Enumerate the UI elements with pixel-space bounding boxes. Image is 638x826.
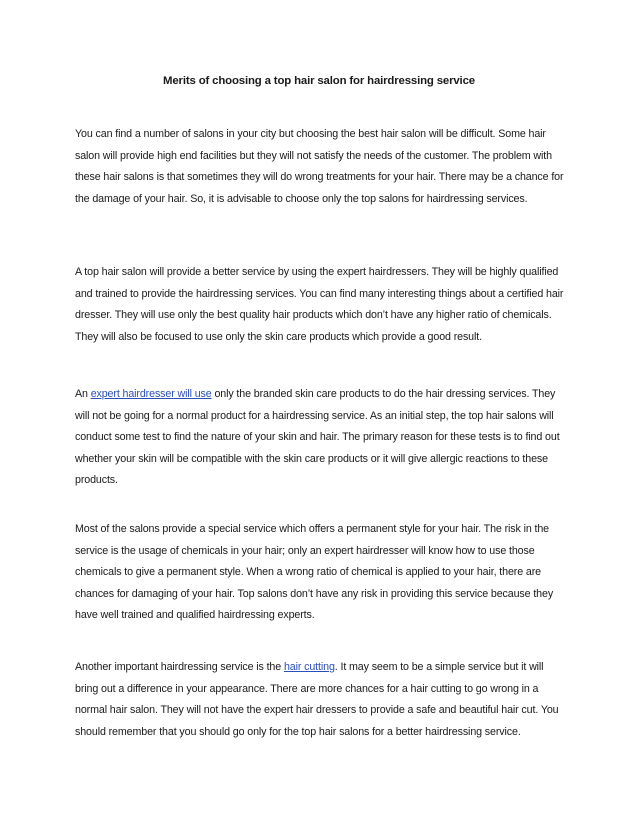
expert-hairdresser-link[interactable]: expert hairdresser will use (90, 388, 212, 400)
paragraph-text: Another important hairdressing service is the (75, 661, 284, 673)
paragraph-text: only the branded skin care products to do the hair dressing services. They will not be going for a normal product for a hairdressing service. As an initial step, the top hair salons will conduct some test to find the nature of your skin and hair. The primary reason for these tests is to find out whether your skin will be compatible with the skin care products or it will give allergic reactions to these products. (75, 388, 560, 487)
paragraph-text: An (75, 388, 91, 400)
document-title: Merits of choosing a top hair salon for hairdressing service (163, 75, 475, 87)
paragraph-skin-care (75, 384, 569, 492)
paragraph-text: . It may seem to be a simple service but it will bring out a difference in your appearance. There are more chances for a hair cutting to go wrong in a normal hair salon. They will not have the expert hair dressers to provide a safe and beautiful hair cut. You should remember that you should go only for the top hair salons for a better hairdressing service. (75, 661, 559, 738)
paragraph-intro: You can find a number of salons in your city but choosing the best hair salon will be difficult. Some hair salon will provide high end facilities but they will not satisfy the needs of the customer. The problem with these hair salons is that sometimes they will do wrong treatments for your hair. There may be a chance for the damage of your hair. So, it is advisable to choose only the top salons for hairdressing services. (75, 128, 564, 205)
paragraph-hair-cutting (75, 657, 569, 743)
hair-cutting-link[interactable]: hair cutting (283, 661, 335, 673)
paragraph-permanent-style: Most of the salons provide a special service which offers a permanent style for your hair. The risk in the service is the usage of chemicals in your hair; only an expert hairdresser will know how to use those chemicals to give a permanent style. When a wrong ratio of chemical is applied to your hair, there are chances for damaging of your hair. Top salons don’t have any risk in providing this service because they have well trained and qualified hairdressing experts. (75, 523, 554, 622)
paragraph-top-salon: A top hair salon will provide a better service by using the expert hairdressers. They will be highly qualified and trained to provide the hairdressing services. You can find many interesting things about a certified hair dresser. They will use only the best quality hair products which don’t have any higher ratio of chemicals. They will also be focused to use only the skin care products which provide a good result. (75, 266, 564, 343)
